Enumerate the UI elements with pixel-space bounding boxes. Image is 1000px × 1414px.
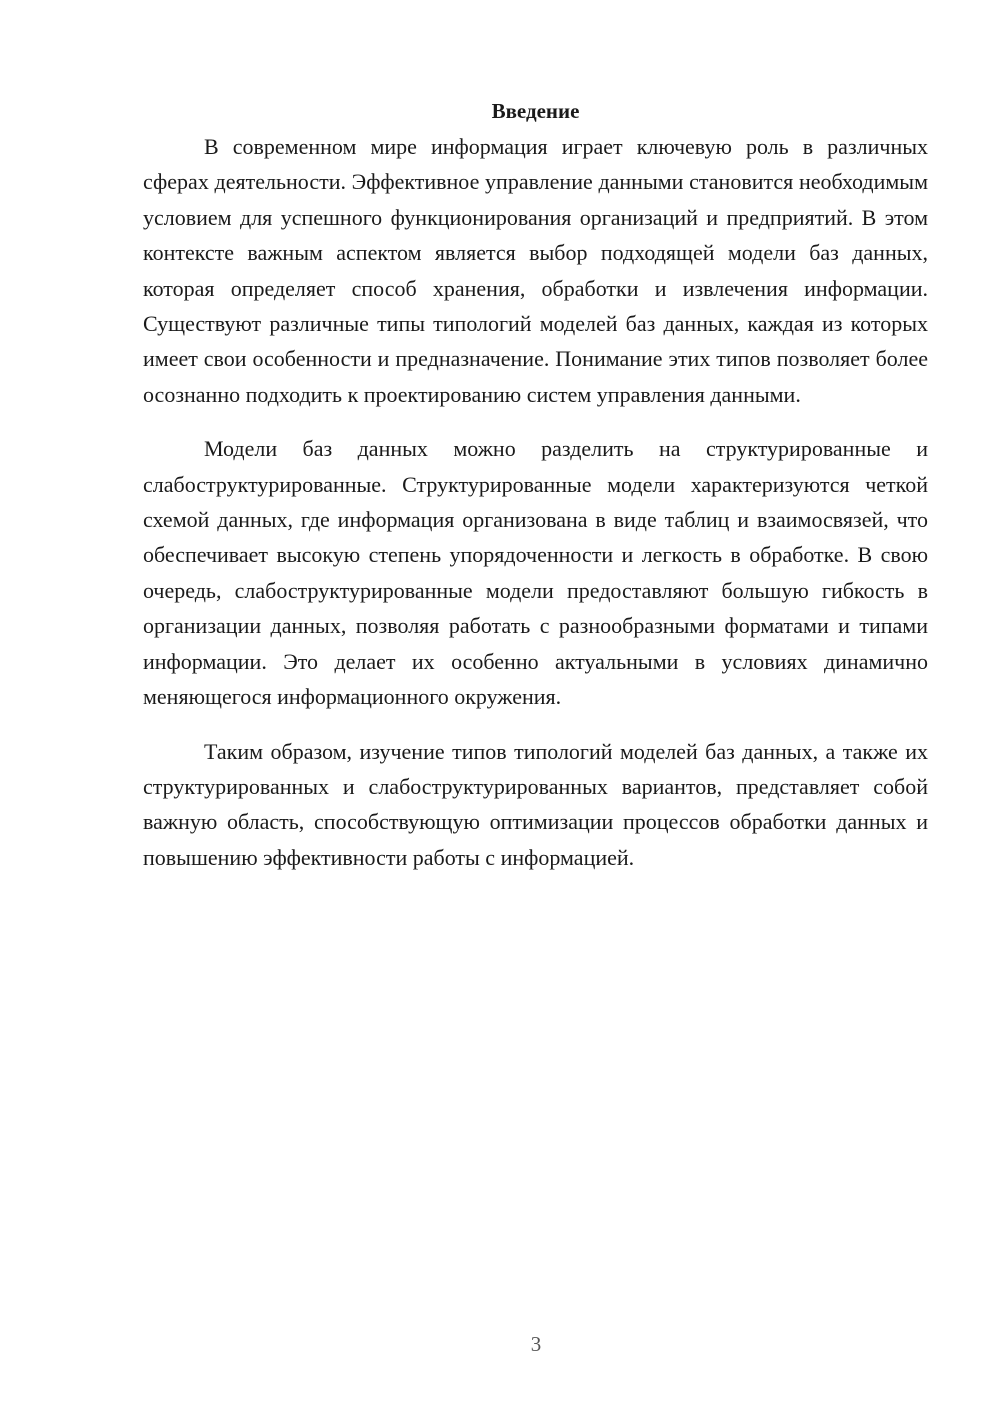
- section-title: Введение: [491, 99, 580, 123]
- page-content: [143, 95, 928, 894]
- paragraph-1: В современном мире информация играет ключевую роль в различных сферах деятельности. Эффективное управление данными становится необходимым условием для успешного функционирования организаций и предприятий. В этом контексте важным аспектом является выбор подходящей модели баз данных, которая определяет способ хранения, обработки и извлечения информации. Существуют различные типы типологий моделей баз данных, каждая из которых имеет свои особенности и предназначение. Понимание этих типов позволяет более осознанно подходить к проектированию систем управления данными.: [143, 134, 928, 407]
- paragraph-2: Модели баз данных можно разделить на структурированные и слабоструктурированные. Структурированные модели характеризуются четкой схемой данных, где информация организована в виде таблиц и взаимосвязей, что обеспечивает высокую степень упорядоченности и легкость в обработке. В свою очередь, слабоструктурированные модели предоставляют большую гибкость в организации данных, позволяя работать с разнообразными форматами и типами информации. Это делает их особенно актуальными в условиях динамично меняющегося информационного окружения.: [143, 436, 928, 710]
- paragraph-3: Таким образом, изучение типов типологий моделей баз данных, а также их структурированных и слабоструктурированных вариантов, представляет собой важную область, способствующую оптимизации процессов обработки данных и повышению эффективности работы с информацией.: [143, 738, 928, 870]
- page-number: 3: [530, 1332, 542, 1356]
